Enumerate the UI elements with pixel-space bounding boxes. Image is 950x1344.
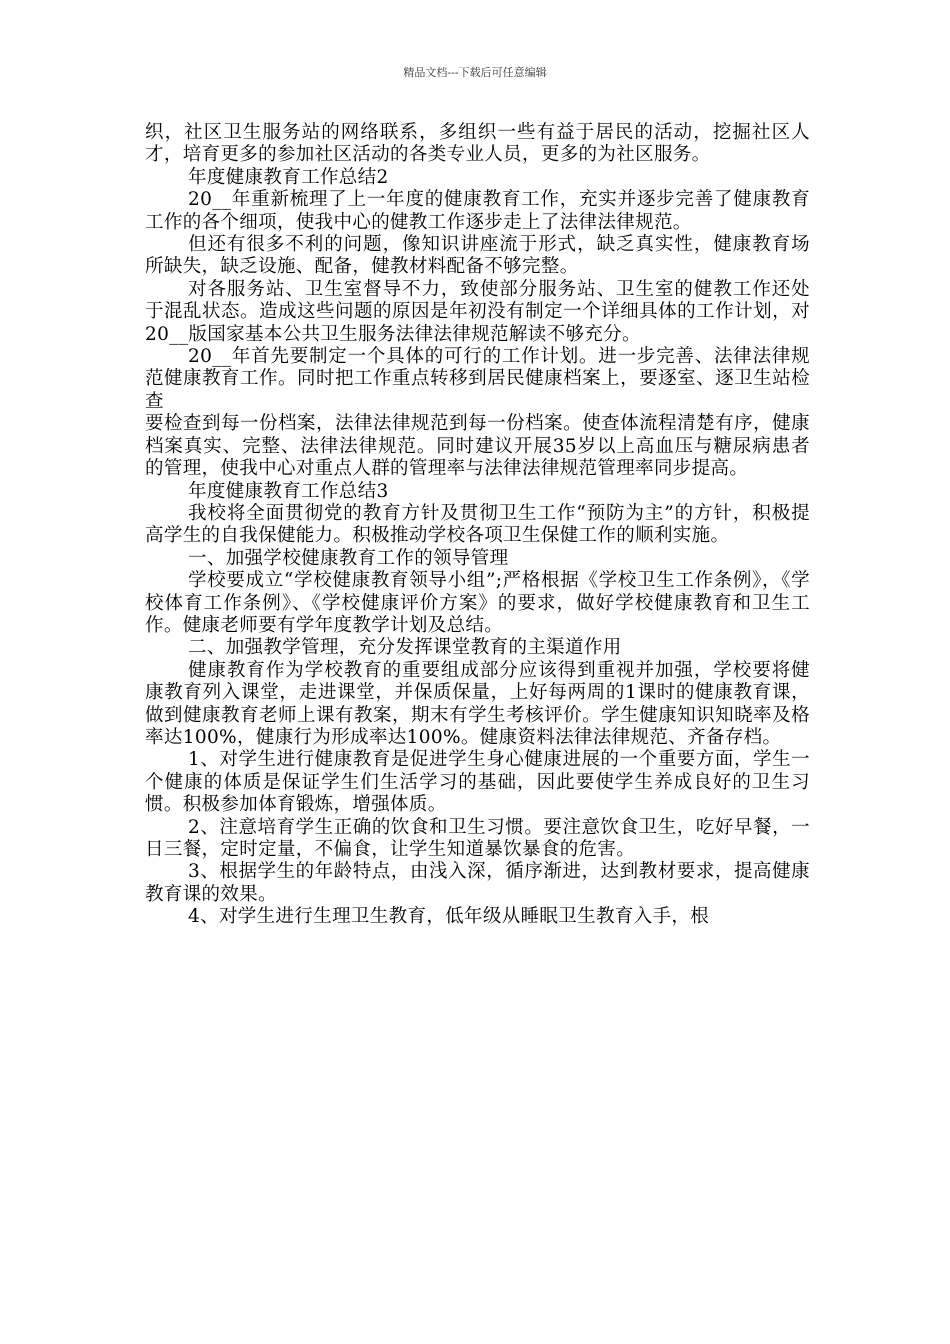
section-heading: 年度健康教育工作总结2 [188, 166, 389, 188]
paragraph: 20__年首先要制定一个具体的可行的工作计划。进一步完善、法律法律规范健康教育工作。同时把工作重点转移到居民健康档案上，要逐室、逐卫生站检查 [145, 346, 810, 412]
list-item: 4、对学生进行生理卫生教育，低年级从睡眠卫生教育入手，根 [188, 906, 710, 928]
list-item: 3、根据学生的年龄特点，由浅入深，循序渐进，达到教材要求，提高健康教育课的效果。 [145, 861, 810, 905]
page-header: 精品文档---下载后可任意编辑 [403, 66, 547, 79]
document-body [145, 122, 810, 929]
subsection-heading: 一、加强学校健康教育工作的领导管理 [188, 547, 509, 569]
list-item: 2、注意培育学生正确的饮食和卫生习惯。要注意饮食卫生，吃好早餐，一日三餐，定时定量，不偏食，让学生知道暴饮暴食的危害。 [145, 816, 810, 860]
paragraph: 20__年重新梳理了上一年度的健康教育工作，充实并逐步完善了健康教育工作的各个细项，使我中心的健教工作逐步走上了法律法律规范。 [145, 189, 810, 233]
section-heading: 年度健康教育工作总结3 [188, 480, 389, 502]
paragraph: 织，社区卫生服务站的网络联系，多组织一些有益于居民的活动，挖掘社区人才，培育更多的参加社区活动的各类专业人员，更多的为社区服务。 [145, 122, 810, 166]
list-item: 1、对学生进行健康教育是促进学生身心健康进展的一个重要方面，学生一个健康的体质是保证学生们生活学习的基础，因此要使学生养成良好的卫生习惯。积极参加体育锻炼，增强体质。 [145, 749, 810, 816]
paragraph: 对各服务站、卫生室督导不力，致使部分服务站、卫生室的健教工作还处于混乱状态。造成这些问题的原因是年初没有制定一个详细具体的工作计划，对20__版国家基本公共卫生服务法律法律规范解读不够充分。 [145, 278, 810, 345]
paragraph: 健康教育作为学校教育的重要组成部分应该得到重视并加强，学校要将健康教育列入课堂，走进课堂，并保质保量，上好每两周的1课时的健康教育课，做到健康教育老师上课有教案，期末有学生考核评价。学生健康知识知晓率及格率达100%，健康行为形成率达100%。健康资料法律法律规范、齐备存档。 [145, 659, 810, 748]
paragraph: 学校要成立“学校健康教育领导小组”;严格根据《学校卫生工作条例》，《学校体育工作条例》、《学校健康评价方案》的要求，做好学校健康教育和卫生工作。健康老师要有学年度教学计划及总结。 [145, 570, 810, 636]
subsection-heading: 二、加强教学管理，充分发挥课堂教育的主渠道作用 [188, 637, 622, 659]
paragraph: 我校将全面贯彻党的教育方针及贯彻卫生工作“预防为主”的方针，积极提高学生的自我保健能力。积极推动学校各项卫生保健工作的顺利实施。 [145, 502, 810, 547]
paragraph: 但还有很多不利的问题，像知识讲座流于形式，缺乏真实性，健康教育场所缺失，缺乏设施、配备，健教材料配备不够完整。 [145, 234, 810, 278]
paragraph: 要检查到每一份档案，法律法律规范到每一份档案。使查体流程清楚有序，健康档案真实、完整、法律法律规范。同时建议开展35岁以上高血压与糖尿病患者的管理，使我中心对重点人群的管理率与法律法律规范管理率同步提高。 [145, 413, 810, 480]
